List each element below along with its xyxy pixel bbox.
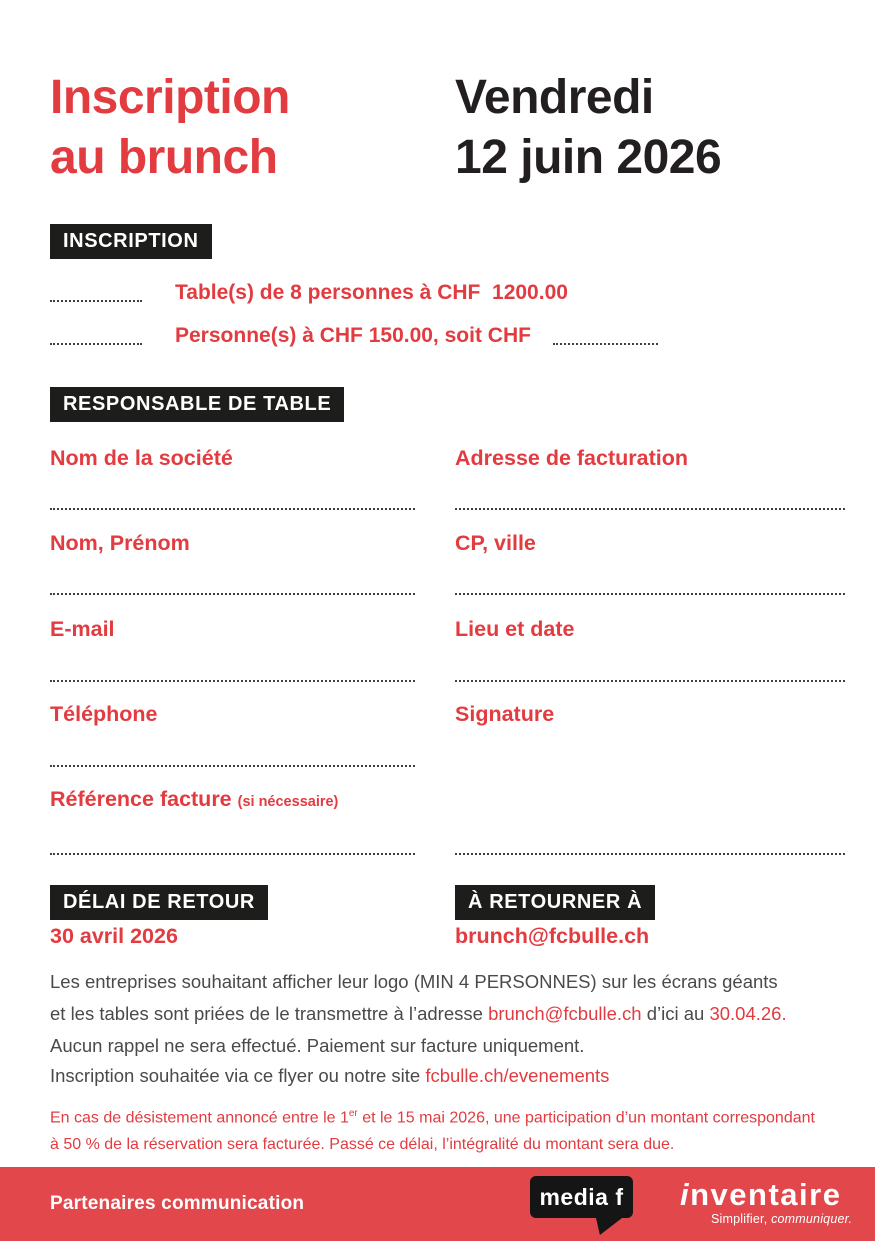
tables-count-field[interactable] [50,300,142,302]
field-input-signature[interactable] [455,853,845,855]
field-label-adresse: Adresse de facturation [455,446,688,470]
inventaire-tagline-italic: communiquer. [771,1212,853,1226]
website-paragraph [50,1060,810,1092]
info-line2-mid: d’ici au [641,1003,710,1024]
page-title-event-line2: au brunch [50,131,278,184]
info-line2-pre: et les tables sont priées de le transmettre à l’adresse [50,1003,489,1024]
tables-price-label: Table(s) de 8 personnes à CHF 1200.00 [175,281,568,304]
field-label-reference-text: Référence facture [50,787,232,811]
info-deadline-date: 30.04.26. [709,1003,787,1024]
cancellation-line1-pre: En cas de désistement annoncé entre le 1 [50,1109,349,1127]
cancellation-line1-post: et le 15 mai 2026, une participation d’un montant correspondant [357,1109,815,1127]
cancellation-note [50,1100,820,1158]
return-email-link[interactable]: brunch@fcbulle.ch [455,924,650,948]
field-input-adresse[interactable] [455,508,845,510]
cancellation-superscript: er [348,1108,358,1119]
page-title-event [50,68,290,188]
page-title-date-line1: Vendredi [455,71,654,124]
mediaf-logo: media f [530,1176,633,1218]
page-title-date-line2: 12 juin 2026 [455,131,722,184]
field-label-signature: Signature [455,702,555,726]
field-label-nom-prenom: Nom, Prénom [50,531,190,555]
info-paragraph [50,966,810,1062]
section-badge-responsable: RESPONSABLE DE TABLE [50,387,344,422]
inventaire-tagline [711,1212,852,1226]
field-label-telephone: Téléphone [50,702,158,726]
website-paragraph-pre: Inscription souhaitée via ce flyer ou notre site [50,1065,426,1086]
info-paragraph-line2 [50,998,810,1030]
info-email-link[interactable]: brunch@fcbulle.ch [488,1003,642,1024]
cancellation-note-line2: à 50 % de la réservation sera facturée. Passé ce délai, l’intégralité du montant sera due. [50,1136,675,1154]
field-input-nom-prenom[interactable] [50,593,415,595]
total-chf-field[interactable] [553,343,658,345]
field-label-societe: Nom de la société [50,446,233,470]
field-label-email: E-mail [50,617,115,641]
page-title-date [455,68,721,188]
section-badge-delai: DÉLAI DE RETOUR [50,885,268,920]
persons-count-field[interactable] [50,343,142,345]
info-paragraph-line1: Les entreprises souhaitant afficher leur logo (MIN 4 PERSONNES) sur les écrans géants [50,971,778,992]
info-paragraph-line3: Aucun rappel ne sera effectué. Paiement sur facture uniquement. [50,1035,585,1056]
field-input-email[interactable] [50,680,415,682]
website-link[interactable]: fcbulle.ch/evenements [425,1065,610,1086]
field-input-reference[interactable] [50,853,415,855]
section-badge-retourner: À RETOURNER À [455,885,655,920]
footer-partners-label: Partenaires communication [50,1193,305,1214]
inventaire-tagline-regular: Simplifier, [711,1212,772,1226]
field-label-lieu-date: Lieu et date [455,617,575,641]
field-input-telephone[interactable] [50,765,415,767]
field-label-reference-note: (si nécessaire) [237,794,339,810]
persons-price-label: Personne(s) à CHF 150.00, soit CHF [175,324,531,347]
footer-bar [0,1167,875,1241]
page-title-event-line1: Inscription [50,71,290,124]
inventaire-logo: inventaire [680,1177,842,1212]
field-input-cp-ville[interactable] [455,593,845,595]
field-label-cp-ville: CP, ville [455,531,536,555]
section-badge-inscription: INSCRIPTION [50,224,212,259]
field-label-reference [50,787,338,812]
cancellation-note-line1 [50,1100,820,1131]
delai-date: 30 avril 2026 [50,924,178,948]
field-input-societe[interactable] [50,508,415,510]
field-input-lieu-date[interactable] [455,680,845,682]
mediaf-logo-tail [596,1218,622,1235]
